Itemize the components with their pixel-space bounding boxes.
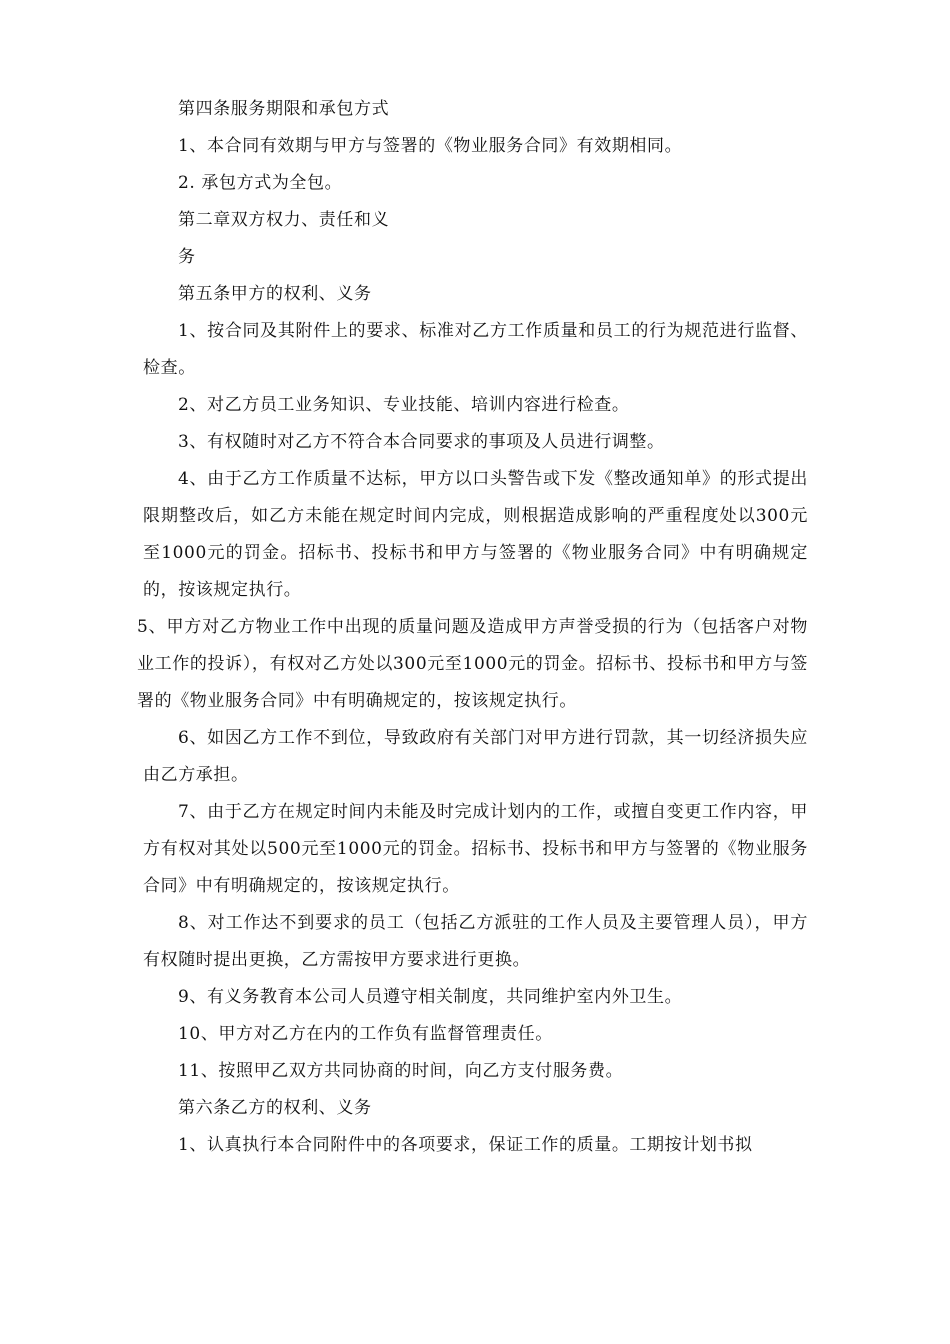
chapter-2-title-line-2: 务 <box>178 247 196 267</box>
article-5-clause-3: 3、有权随时对乙方不符合本合同要求的事项及人员进行调整。 <box>178 432 665 452</box>
article-6-clause-1: 1、认真执行本合同附件中的各项要求，保证工作的质量。工期按计划书拟 <box>178 1135 753 1155</box>
article-5-clause-1: 1、按合同及其附件上的要求、标准对乙方工作质量和员工的行为规范进行监督、检查。 <box>143 321 808 378</box>
article-5-clause-7: 7、由于乙方在规定时间内未能及时完成计划内的工作，或擅自变更工作内容，甲方有权对其处以500元至1000元的罚金。招标书、投标书和甲方与签署的《物业服务合同》中有明确规定的，按该规定执行。 <box>143 802 808 896</box>
article-5-clause-5: 5、甲方对乙方物业工作中出现的质量问题及造成甲方声誉受损的行为（包括客户对物业工作的投诉），有权对乙方处以300元至1000元的罚金。招标书、投标书和甲方与签署的《物业服务合同》中有明确规定的，按该规定执行。 <box>137 617 808 711</box>
article-5-clause-2: 2、对乙方员工业务知识、专业技能、培训内容进行检查。 <box>178 395 630 415</box>
article-5-title: 第五条甲方的权利、义务 <box>178 284 372 304</box>
article-5-clause-4: 4、由于乙方工作质量不达标，甲方以口头警告或下发《整改通知单》的形式提出限期整改后，如乙方未能在规定时间内完成，则根据造成影响的严重程度处以300元至1000元的罚金。招标书、投标书和甲方与签署的《物业服务合同》中有明确规定的，按该规定执行。 <box>143 469 808 600</box>
article-5-clause-9: 9、有义务教育本公司人员遵守相关制度，共同维护室内外卫生。 <box>178 987 683 1007</box>
article-6-title: 第六条乙方的权利、义务 <box>178 1098 372 1118</box>
article-5-clause-6: 6、如因乙方工作不到位，导致政府有关部门对甲方进行罚款，其一切经济损失应由乙方承担。 <box>143 728 808 785</box>
article-4-clause-2: 2. 承包方式为全包。 <box>178 173 343 193</box>
article-4-clause-1: 1、本合同有效期与甲方与签署的《物业服务合同》有效期相同。 <box>178 136 683 156</box>
article-5-clause-11: 11、按照甲乙双方共同协商的时间，向乙方支付服务费。 <box>178 1061 624 1081</box>
document-body <box>137 91 808 1164</box>
article-5-clause-10: 10、甲方对乙方在内的工作负有监督管理责任。 <box>178 1024 553 1044</box>
article-4-title: 第四条服务期限和承包方式 <box>178 99 390 119</box>
article-5-clause-8: 8、对工作达不到要求的员工（包括乙方派驻的工作人员及主要管理人员），甲方有权随时提出更换，乙方需按甲方要求进行更换。 <box>143 913 808 970</box>
chapter-2-title-line-1: 第二章双方权力、责任和义 <box>178 210 390 230</box>
